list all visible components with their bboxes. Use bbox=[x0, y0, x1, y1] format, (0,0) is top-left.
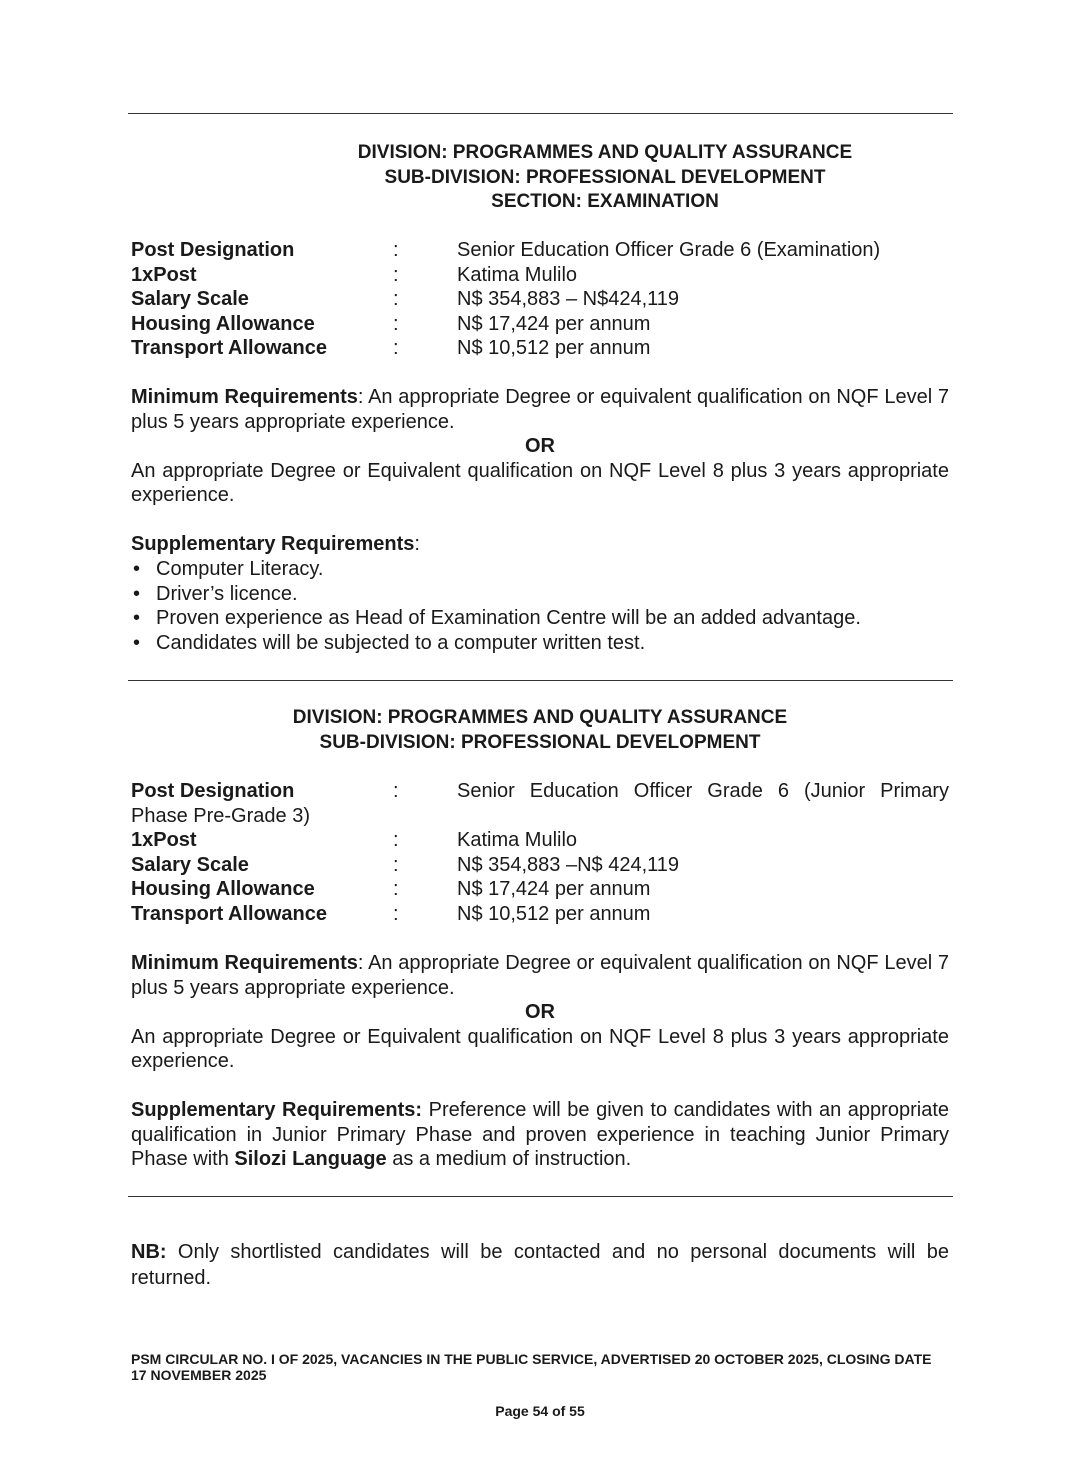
salary-label: Salary Scale bbox=[131, 288, 249, 310]
colon: : bbox=[393, 288, 399, 310]
housing-value: N$ 17,424 per annum bbox=[457, 878, 651, 900]
transport-value: N$ 10,512 per annum bbox=[457, 337, 651, 359]
nb-note bbox=[131, 1239, 949, 1291]
colon: : bbox=[393, 902, 399, 925]
housing-value: N$ 17,424 per annum bbox=[457, 312, 651, 335]
alt-req-paragraph: An appropriate Degree or Equivalent qualification on NQF Level 8 plus 3 years appropriate experience. bbox=[131, 1025, 949, 1072]
section1-min-requirements bbox=[131, 385, 949, 508]
post-designation-label: Post Designation bbox=[131, 780, 295, 802]
colon: : bbox=[393, 878, 399, 900]
min-req-text: : An appropriate Degree or equivalent qualification on NQF Level 7 plus 5 years appropriate experience. bbox=[131, 952, 949, 999]
footer-circular: PSM CIRCULAR NO. I OF 2025, VACANCIES IN THE PUBLIC SERVICE, ADVERTISED 20 OCTOBER 2025, CLOSING DATE 17 NOVEMBER 2025 bbox=[131, 1351, 932, 1383]
min-req-label: Minimum Requirements bbox=[131, 386, 358, 408]
supp-req-suffix: : bbox=[414, 533, 420, 555]
list-item: • Proven experience as Head of Examination Centre will be an added advantage. bbox=[131, 606, 949, 631]
row-transport bbox=[131, 902, 949, 927]
row-posts bbox=[131, 828, 949, 853]
supp-req-label: Supplementary Requirements: bbox=[131, 1099, 423, 1121]
salary-value: N$ 354,883 – N$424,119 bbox=[457, 288, 680, 310]
transport-value: N$ 10,512 per annum bbox=[457, 902, 651, 925]
posts-label: 1xPost bbox=[131, 263, 197, 286]
section1-subdivision: SUB-DIVISION: PROFESSIONAL DEVELOPMENT bbox=[384, 166, 826, 188]
row-post-designation bbox=[131, 238, 949, 263]
or-separator: OR bbox=[525, 435, 555, 457]
housing-label: Housing Allowance bbox=[131, 312, 315, 335]
transport-label: Transport Allowance bbox=[131, 337, 327, 359]
salary-label: Salary Scale bbox=[131, 853, 249, 876]
page-number: Page 54 of 55 bbox=[495, 1403, 585, 1419]
colon: : bbox=[393, 312, 399, 335]
colon: : bbox=[393, 829, 399, 851]
min-req-paragraph bbox=[131, 385, 949, 434]
colon: : bbox=[393, 239, 399, 261]
supp-req-language: Silozi Language bbox=[234, 1148, 387, 1170]
row-salary bbox=[131, 853, 949, 878]
colon: : bbox=[393, 263, 399, 286]
row-posts bbox=[131, 263, 949, 288]
post-designation-value: Senior Education Officer Grade 6 (Examination) bbox=[457, 239, 881, 261]
salary-value: N$ 354,883 –N$ 424,119 bbox=[457, 853, 680, 876]
transport-label: Transport Allowance bbox=[131, 902, 327, 925]
section1-section: SECTION: EXAMINATION bbox=[491, 191, 719, 212]
row-housing bbox=[131, 877, 949, 902]
divider-top bbox=[128, 113, 953, 114]
section1-division: DIVISION: PROGRAMMES AND QUALITY ASSURANCE bbox=[357, 142, 853, 163]
row-salary bbox=[131, 287, 949, 312]
min-req-label: Minimum Requirements bbox=[131, 952, 358, 974]
colon: : bbox=[393, 337, 399, 359]
section1-post-table bbox=[131, 238, 949, 361]
list-item: • Candidates will be subjected to a computer written test. bbox=[131, 631, 949, 656]
housing-label: Housing Allowance bbox=[131, 878, 315, 900]
posts-value: Katima Mulilo bbox=[457, 263, 578, 286]
divider-bottom bbox=[128, 1196, 953, 1197]
supp-req-text: Preference will be given to candidates with an appropriate qualification in Junior Primary Phase and proven experience in teaching Junior Primary Phase with bbox=[131, 1099, 949, 1170]
supp-req-text-end: as a medium of instruction. bbox=[386, 1148, 632, 1170]
or-separator: OR bbox=[525, 1001, 555, 1023]
divider-middle bbox=[128, 680, 953, 681]
section2-supp-requirements bbox=[131, 1098, 949, 1172]
section2-division: DIVISION: PROGRAMMES AND QUALITY ASSURANCE bbox=[292, 707, 788, 728]
row-post-designation bbox=[131, 779, 949, 804]
section1-heading bbox=[240, 141, 970, 215]
posts-value: Katima Mulilo bbox=[457, 829, 578, 851]
post-designation-label: Post Designation bbox=[131, 239, 295, 261]
post-designation-value-continued: Phase Pre-Grade 3) bbox=[131, 804, 310, 827]
nb-label: NB: bbox=[131, 1241, 167, 1263]
colon: : bbox=[393, 853, 399, 876]
nb-text: Only shortlisted candidates will be contacted and no personal documents will be returned. bbox=[131, 1241, 949, 1289]
section1-supp-heading bbox=[131, 532, 949, 557]
section2-min-requirements bbox=[131, 951, 949, 1074]
list-item: • Driver’s licence. bbox=[131, 582, 949, 607]
list-item: • Computer Literacy. bbox=[131, 557, 949, 582]
section1-supp-list bbox=[131, 557, 949, 655]
post-designation-value: Senior Education Officer Grade 6 (Junior Primary bbox=[457, 780, 949, 802]
section2-heading bbox=[175, 706, 905, 755]
section2-subdivision: SUB-DIVISION: PROFESSIONAL DEVELOPMENT bbox=[319, 731, 761, 753]
colon: : bbox=[393, 780, 399, 802]
min-req-text: : An appropriate Degree or equivalent qualification on NQF Level 7 plus 5 years appropriate experience. bbox=[131, 386, 949, 433]
min-req-paragraph bbox=[131, 951, 949, 1000]
supp-req-label: Supplementary Requirements bbox=[131, 533, 415, 555]
row-transport bbox=[131, 336, 949, 361]
section2-post-table bbox=[131, 779, 949, 926]
posts-label: 1xPost bbox=[131, 829, 197, 851]
row-housing bbox=[131, 312, 949, 337]
alt-req-paragraph: An appropriate Degree or Equivalent qualification on NQF Level 8 plus 3 years appropriate experience. bbox=[131, 459, 949, 506]
